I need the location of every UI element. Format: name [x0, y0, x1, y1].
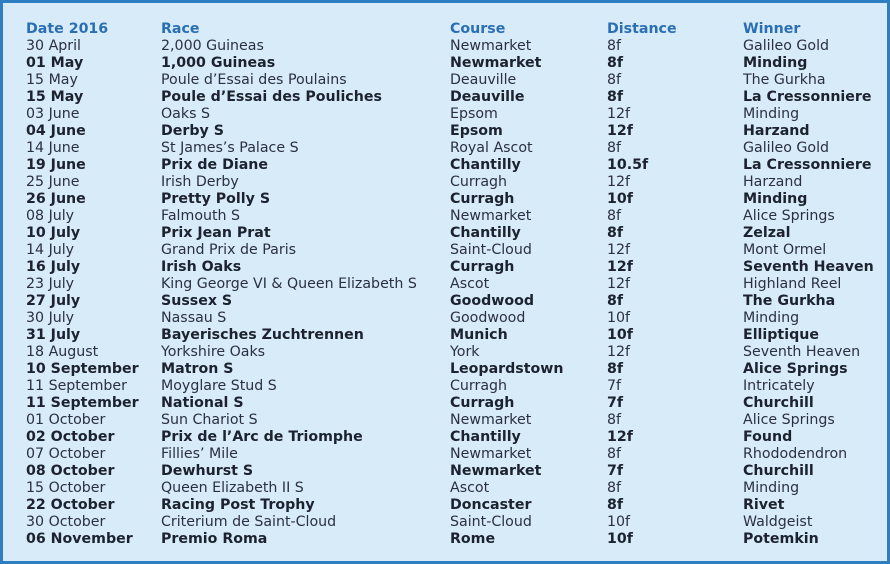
table-row	[24, 395, 884, 412]
cell-race: Yorkshire Oaks	[161, 344, 266, 360]
cell-winner: Galileo Gold	[743, 38, 830, 54]
cell-race: Nassau S	[161, 310, 227, 326]
cell-date: 26 June	[26, 191, 86, 207]
cell-distance: 8f	[607, 361, 624, 377]
cell-winner: Alice Springs	[743, 412, 835, 428]
cell-race: Irish Oaks	[161, 259, 242, 275]
cell-winner: Rivet	[743, 497, 785, 513]
table-row	[24, 208, 884, 225]
table-row	[24, 55, 884, 72]
cell-distance: 8f	[607, 140, 622, 156]
cell-distance: 8f	[607, 497, 624, 513]
cell-distance: 8f	[607, 208, 622, 224]
cell-course: Rome	[450, 531, 496, 547]
cell-distance: 12f	[607, 123, 633, 139]
cell-date: 14 June	[26, 140, 80, 156]
table-row	[24, 276, 884, 293]
cell-distance: 8f	[607, 89, 624, 105]
cell-course: Ascot	[450, 480, 490, 496]
cell-distance: 12f	[607, 344, 631, 360]
cell-race: Moyglare Stud S	[161, 378, 277, 394]
cell-date: 25 June	[26, 174, 80, 190]
cell-winner: Minding	[743, 191, 808, 207]
cell-distance: 12f	[607, 276, 631, 292]
cell-race: Grand Prix de Paris	[161, 242, 297, 258]
table-row	[24, 514, 884, 531]
cell-distance: 10f	[607, 531, 633, 547]
cell-winner: Alice Springs	[743, 208, 835, 224]
cell-race: Prix Jean Prat	[161, 225, 271, 241]
cell-race: Fillies’ Mile	[161, 446, 238, 462]
cell-winner: Churchill	[743, 395, 814, 411]
cell-date: 11 September	[26, 395, 139, 411]
cell-course: Doncaster	[450, 497, 532, 513]
cell-race: Prix de l’Arc de Triomphe	[161, 429, 363, 445]
cell-winner: Seventh Heaven	[743, 259, 874, 275]
cell-distance: 10f	[607, 310, 631, 326]
cell-course: Ascot	[450, 276, 490, 292]
table-row	[24, 327, 884, 344]
table-row	[24, 344, 884, 361]
cell-distance: 8f	[607, 225, 624, 241]
cell-course: Deauville	[450, 72, 517, 88]
cell-distance: 12f	[607, 174, 631, 190]
cell-distance: 12f	[607, 242, 631, 258]
header-distance: Distance	[607, 21, 677, 37]
cell-winner: The Gurkha	[743, 72, 826, 88]
table-body	[24, 38, 884, 548]
table-row	[24, 259, 884, 276]
table-row	[24, 38, 884, 55]
cell-date: 22 October	[26, 497, 115, 513]
cell-winner: Zelzal	[743, 225, 791, 241]
header-course: Course	[450, 21, 506, 37]
table-row	[24, 429, 884, 446]
cell-race: Prix de Diane	[161, 157, 269, 173]
table-row	[24, 293, 884, 310]
table-row	[24, 225, 884, 242]
cell-course: York	[450, 344, 480, 360]
table-row	[24, 191, 884, 208]
cell-course: Epsom	[450, 106, 498, 122]
header-race: Race	[161, 21, 200, 37]
cell-distance: 10.5f	[607, 157, 649, 173]
header-winner: Winner	[743, 21, 801, 37]
cell-date: 30 July	[26, 310, 75, 326]
cell-course: Deauville	[450, 89, 525, 105]
cell-distance: 8f	[607, 55, 624, 71]
cell-winner: Waldgeist	[743, 514, 813, 530]
cell-race: Premio Roma	[161, 531, 268, 547]
cell-date: 01 October	[26, 412, 106, 428]
cell-date: 30 October	[26, 514, 106, 530]
cell-race: 2,000 Guineas	[161, 38, 264, 54]
cell-course: Newmarket	[450, 208, 532, 224]
cell-date: 11 September	[26, 378, 127, 394]
cell-winner: La Cressonniere	[743, 89, 872, 105]
cell-race: Derby S	[161, 123, 224, 139]
cell-distance: 8f	[607, 446, 622, 462]
cell-winner: Elliptique	[743, 327, 819, 343]
cell-race: Sussex S	[161, 293, 233, 309]
cell-winner: Galileo Gold	[743, 140, 830, 156]
cell-course: Newmarket	[450, 55, 542, 71]
cell-course: Curragh	[450, 191, 515, 207]
cell-course: Epsom	[450, 123, 503, 139]
cell-race: Bayerisches Zuchtrennen	[161, 327, 364, 343]
cell-distance: 12f	[607, 429, 633, 445]
cell-date: 15 May	[26, 89, 84, 105]
cell-race: Pretty Polly S	[161, 191, 271, 207]
cell-course: Munich	[450, 327, 508, 343]
cell-date: 15 October	[26, 480, 106, 496]
cell-distance: 10f	[607, 514, 631, 530]
cell-race: Oaks S	[161, 106, 210, 122]
cell-date: 01 May	[26, 55, 84, 71]
table-row	[24, 480, 884, 497]
cell-winner: Found	[743, 429, 793, 445]
cell-winner: Potemkin	[743, 531, 819, 547]
table-row	[24, 157, 884, 174]
cell-course: Goodwood	[450, 293, 535, 309]
cell-winner: La Cressonniere	[743, 157, 872, 173]
cell-race: Falmouth S	[161, 208, 241, 224]
cell-date: 08 October	[26, 463, 115, 479]
cell-distance: 8f	[607, 412, 622, 428]
cell-date: 10 September	[26, 361, 139, 377]
table-row	[24, 412, 884, 429]
cell-date: 04 June	[26, 123, 86, 139]
cell-course: Newmarket	[450, 463, 542, 479]
cell-winner: Alice Springs	[743, 361, 848, 377]
cell-winner: Rhododendron	[743, 446, 848, 462]
table-row	[24, 531, 884, 548]
cell-course: Leopardstown	[450, 361, 564, 377]
table-row	[24, 497, 884, 514]
table-row	[24, 140, 884, 157]
cell-winner: Highland Reel	[743, 276, 842, 292]
table-row	[24, 72, 884, 89]
table-row	[24, 446, 884, 463]
cell-course: Curragh	[450, 395, 515, 411]
cell-course: Goodwood	[450, 310, 526, 326]
cell-race: Queen Elizabeth II S	[161, 480, 304, 496]
table-row	[24, 123, 884, 140]
cell-date: 03 June	[26, 106, 80, 122]
cell-date: 08 July	[26, 208, 75, 224]
cell-race: National S	[161, 395, 244, 411]
cell-course: Curragh	[450, 174, 508, 190]
cell-date: 27 July	[26, 293, 81, 309]
cell-winner: Seventh Heaven	[743, 344, 861, 360]
table-row	[24, 361, 884, 378]
table-row	[24, 106, 884, 123]
cell-course: Royal Ascot	[450, 140, 533, 156]
cell-distance: 7f	[607, 395, 624, 411]
cell-race: Sun Chariot S	[161, 412, 258, 428]
cell-race: Racing Post Trophy	[161, 497, 315, 513]
cell-date: 30 April	[26, 38, 81, 54]
cell-race: King George VI & Queen Elizabeth S	[161, 276, 417, 292]
cell-distance: 8f	[607, 480, 622, 496]
cell-course: Chantilly	[450, 429, 521, 445]
cell-distance: 7f	[607, 378, 622, 394]
cell-course: Saint-Cloud	[450, 514, 532, 530]
cell-race: Poule d’Essai des Pouliches	[161, 89, 382, 105]
cell-race: Dewhurst S	[161, 463, 254, 479]
cell-winner: Churchill	[743, 463, 814, 479]
cell-date: 10 July	[26, 225, 81, 241]
cell-winner: Minding	[743, 310, 800, 326]
cell-distance: 8f	[607, 38, 622, 54]
cell-date: 19 June	[26, 157, 86, 173]
cell-date: 06 November	[26, 531, 133, 547]
cell-date: 02 October	[26, 429, 115, 445]
cell-course: Curragh	[450, 259, 515, 275]
cell-distance: 8f	[607, 72, 622, 88]
cell-date: 07 October	[26, 446, 106, 462]
cell-race: Poule d’Essai des Poulains	[161, 72, 347, 88]
table-row	[24, 174, 884, 191]
cell-course: Newmarket	[450, 446, 532, 462]
table-row	[24, 89, 884, 106]
cell-distance: 8f	[607, 293, 624, 309]
table-row	[24, 242, 884, 259]
cell-race: Irish Derby	[161, 174, 239, 190]
cell-winner: Harzand	[743, 123, 810, 139]
table-row	[24, 310, 884, 327]
cell-winner: The Gurkha	[743, 293, 836, 309]
cell-date: 14 July	[26, 242, 75, 258]
cell-distance: 12f	[607, 259, 633, 275]
cell-course: Curragh	[450, 378, 508, 394]
cell-course: Newmarket	[450, 38, 532, 54]
cell-distance: 10f	[607, 327, 633, 343]
cell-date: 23 July	[26, 276, 75, 292]
cell-winner: Minding	[743, 480, 800, 496]
cell-distance: 10f	[607, 191, 633, 207]
race-results-table	[24, 21, 884, 548]
table-header-row	[24, 21, 884, 38]
cell-race: 1,000 Guineas	[161, 55, 276, 71]
cell-winner: Harzand	[743, 174, 803, 190]
table-row	[24, 378, 884, 395]
cell-winner: Minding	[743, 106, 800, 122]
cell-race: Criterium de Saint-Cloud	[161, 514, 337, 530]
cell-race: Matron S	[161, 361, 234, 377]
table-row	[24, 463, 884, 480]
cell-course: Saint-Cloud	[450, 242, 532, 258]
cell-date: 15 May	[26, 72, 78, 88]
cell-course: Newmarket	[450, 412, 532, 428]
cell-date: 18 August	[26, 344, 99, 360]
cell-course: Chantilly	[450, 225, 521, 241]
cell-winner: Intricately	[743, 378, 815, 394]
header-date: Date 2016	[26, 21, 109, 37]
cell-date: 31 July	[26, 327, 81, 343]
cell-date: 16 July	[26, 259, 81, 275]
cell-race: St James’s Palace S	[161, 140, 299, 156]
cell-distance: 12f	[607, 106, 631, 122]
cell-distance: 7f	[607, 463, 624, 479]
cell-course: Chantilly	[450, 157, 521, 173]
cell-winner: Minding	[743, 55, 808, 71]
cell-winner: Mont Ormel	[743, 242, 827, 258]
